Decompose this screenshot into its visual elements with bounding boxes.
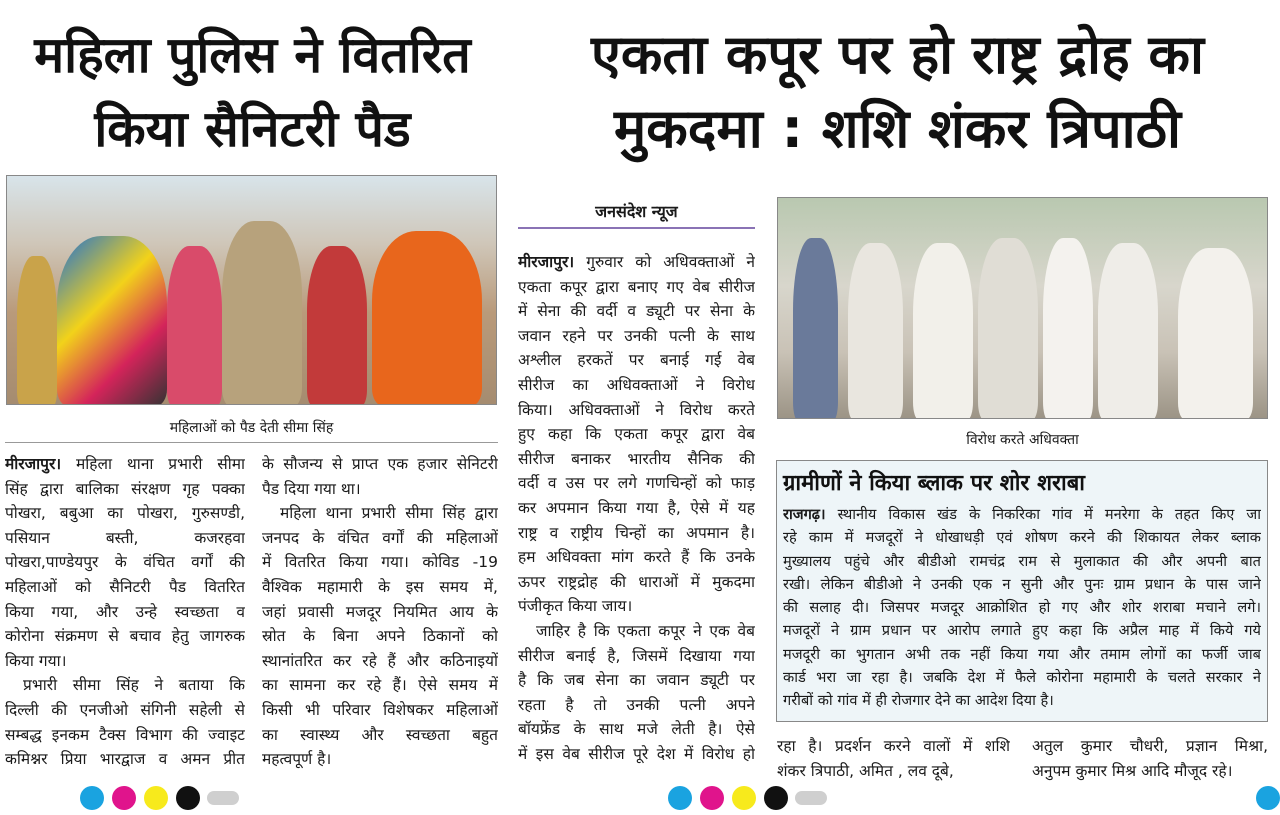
- headline-line: मुकदमा : शशि शंकर त्रिपाठी: [613, 97, 1182, 160]
- headline-line: एकता कपूर पर हो राष्ट्र द्रोह का: [591, 23, 1204, 86]
- text-line: महिलाओं को सैनिटरी पैड वितरित: [5, 577, 245, 596]
- registration-dot-yellow: [144, 786, 168, 810]
- text-line: मीरजापुर। महिला थाना प्रभारी सीमा: [5, 455, 245, 473]
- text-line: मीरजापुर। गुरुवार को अधिवक्ताओं ने: [518, 253, 755, 271]
- text-line: रहता है तो उनकी पत्नी अपने: [518, 695, 755, 714]
- article-column: [5, 452, 245, 772]
- text-line: महिला थाना प्रभारी सीमा सिंह द्वारा: [280, 504, 498, 523]
- boxed-article-headline: ग्रामीणों ने किया ब्लाक पर शोर शराबा: [783, 471, 1085, 496]
- text-line: महत्वपूर्ण है।: [262, 750, 332, 769]
- registration-dot-yellow: [732, 786, 756, 810]
- registration-dot-magenta: [112, 786, 136, 810]
- text-line: जाहिर है कि एकता कपूर ने एक वेब: [536, 621, 755, 640]
- text-line: ऊपर राष्ट्रद्रोह की धाराओं में मुकदमा: [518, 572, 755, 591]
- text-line: जनपद के वंचित वर्गों की महिलाओं: [262, 528, 498, 547]
- article-column: [777, 734, 1010, 783]
- registration-dot-cyan: [80, 786, 104, 810]
- text-line: कोरोना संक्रमण से बचाव हेतु जागरुक: [5, 627, 245, 646]
- text-line: स्रोत के बिना अपने ठिकानों को: [262, 627, 498, 646]
- registration-dot-magenta: [700, 786, 724, 810]
- text-line: गरीबों को गांव में ही रोजगार देने का आदेश दिया है।: [783, 692, 1054, 710]
- text-line: अनुपम कुमार मिश्र आदि मौजूद रहे।: [1032, 761, 1233, 780]
- text-line: किया। अधिवक्ताओं ने विरोध करते: [518, 400, 755, 419]
- headline-line: किया सैनिटरी पैड: [94, 100, 411, 158]
- byline: जनसंदेश न्यूज: [595, 202, 678, 221]
- text-line: जवान रहने पर उनकी पत्नी के साथ: [518, 326, 755, 345]
- text-line: में इस वेब सीरीज पूरे देश में विरोध हो: [518, 744, 755, 763]
- registration-dot-gray: [795, 791, 827, 805]
- text-line: सीरीज का अधिवक्ताओं ने विरोध: [518, 375, 755, 394]
- text-line: है कि जब सेना का जवान ड्यूटी पर: [518, 671, 755, 690]
- text-line: हुए कहा कि एकता कपूर द्वारा वेब: [518, 425, 755, 444]
- registration-dot-black: [764, 786, 788, 810]
- text-line: मजदूरों ने ग्राम प्रधान पर आरोप लगाते हुए कहा कि अप्रैल माह में किये गये: [783, 622, 1261, 640]
- divider: [518, 227, 755, 229]
- text-line: मुख्यालय पहुंचे और बीडीओ रामचंद्र राम से मुलाकात की और अपनी बात: [783, 552, 1261, 570]
- text-line: अतुल कुमार चौधरी, प्रज्ञान मिश्रा,: [1032, 737, 1268, 755]
- article-column: [518, 250, 755, 766]
- text-line: सिंह द्वारा बालिका संरक्षण गृह पक्का: [5, 479, 245, 498]
- text-line: किसी भी परिवार विशेषकर महिलाओं: [262, 700, 498, 719]
- registration-dot-cyan: [1256, 786, 1280, 810]
- text-line: में सेना की वर्दी व ड्यूटी पर सेना के: [518, 302, 755, 321]
- text-line: कर अपमान किया गया है, ऐसे में यह: [518, 498, 755, 517]
- article-column: [1032, 734, 1268, 783]
- photo-caption: विरोध करते अधिवक्ता: [966, 432, 1079, 448]
- text-line: कार्ड भरा जा रहा है। जबकि देश में फैले कोरोना महामारी के चलते सरकार ने: [783, 669, 1261, 687]
- text-line: की सलाह दी। जिसपर मजदूर आक्रोशित हो गए और शोर शराबा मचाने लगे।: [783, 599, 1261, 617]
- registration-dot-gray: [207, 791, 239, 805]
- text-line: पैड दिया गया था।: [262, 479, 361, 498]
- text-line: किया गया।: [5, 651, 67, 670]
- text-line: स्थानांतरित कर रहे हैं और कठिनाइयों: [262, 651, 498, 670]
- text-line: प्रभारी सीमा सिंह ने बताया कि: [23, 676, 245, 695]
- text-line: सीरीज बनाई है, जिसमें दिखाया गया: [518, 646, 755, 665]
- headline-line: महिला पुलिस ने वितरित: [34, 26, 471, 84]
- text-line: राष्ट्र व राष्ट्रीय चिन्हों का अपमान है।: [518, 523, 755, 542]
- boxed-article: [776, 460, 1268, 722]
- text-line: पोखरा, बबुआ का पोखरा, गुरुसण्डी,: [5, 504, 245, 523]
- text-line: का स्वास्थ्य और स्वच्छता बहुत: [262, 725, 498, 744]
- text-line: वैश्विक महामारी के इस समय में,: [262, 577, 498, 596]
- text-line: रहा है। प्रदर्शन करने वालों में शशि: [777, 737, 1010, 755]
- text-line: मजदूरी का भुगतान अभी तक नहीं किया गया और तमाम लोगों का फर्जी जाब: [783, 645, 1261, 663]
- photo-caption: महिलाओं को पैड देती सीमा सिंह: [169, 420, 334, 436]
- text-line: शंकर त्रिपाठी, अमित , लव दूबे,: [777, 761, 954, 780]
- text-line: पंजीकृत किया जाय।: [518, 597, 633, 616]
- text-line: हम अधिवक्ता मांग करते हैं कि उनके: [518, 548, 755, 567]
- text-line: दिल्ली की एनजीओ संगिनी सहेली से: [5, 700, 245, 719]
- boxed-article-body: [783, 503, 1261, 713]
- text-line: बॉयफ्रेंड के साथ मजे लेती है। ऐसे: [518, 720, 755, 739]
- text-line: पोखरा,पाण्डेयपुर के वंचित वर्गों की: [5, 553, 245, 572]
- text-line: रहे काम में मजदूरों ने धोखाधड़ी एवं शोषण करने की शिकायत लेकर ब्लाक: [783, 529, 1261, 547]
- text-line: में वितरित किया गया। कोविड -19: [262, 553, 498, 572]
- photo-protesting-advocates: [777, 197, 1268, 419]
- headline-sanitary-pad: [0, 18, 505, 166]
- text-line: किया गया, और उन्हे स्वच्छता व: [5, 602, 245, 621]
- text-line: पसियान बस्ती, कजरहवा: [5, 528, 245, 547]
- text-line: रखी। लेकिन बीडीओ ने उनकी एक न सुनी और पुनः ग्राम प्रधान के पास जाने: [783, 575, 1261, 593]
- divider: [5, 442, 498, 443]
- text-line: जहां प्रवासी मजदूर नियमित आय के: [262, 602, 498, 621]
- text-line: कमिश्नर प्रिया भारद्वाज व अमन प्रीत: [5, 750, 245, 769]
- text-line: अश्लील हरकतें पर बनाई गई वेब: [518, 351, 755, 370]
- text-line: वर्दी व उस पर लगे गणचिन्हों को फाड़: [518, 474, 755, 493]
- text-line: सीरीज बनाकर भारतीय सैनिक की: [518, 449, 755, 468]
- photo-women-receiving-pads: [6, 175, 497, 405]
- text-line: का सामना कर रहे हैं। ऐसे समय में: [262, 676, 498, 695]
- text-line: के सौजन्य से प्राप्त एक हजार सेनिटरी: [262, 455, 498, 473]
- text-line: राजगढ़। स्थानीय विकास खंड के निकरिका गांव में मनरेगा के तहत किए जा: [783, 506, 1261, 523]
- headline-ekta-kapoor: [520, 18, 1275, 166]
- registration-dot-black: [176, 786, 200, 810]
- text-line: सम्बद्ध इनकम टैक्स विभाग की ज्वाइट: [5, 725, 245, 744]
- registration-dot-cyan: [668, 786, 692, 810]
- text-line: एकता कपूर द्वारा बनाए गए वेब सीरीज: [518, 277, 755, 296]
- article-column: [262, 452, 498, 772]
